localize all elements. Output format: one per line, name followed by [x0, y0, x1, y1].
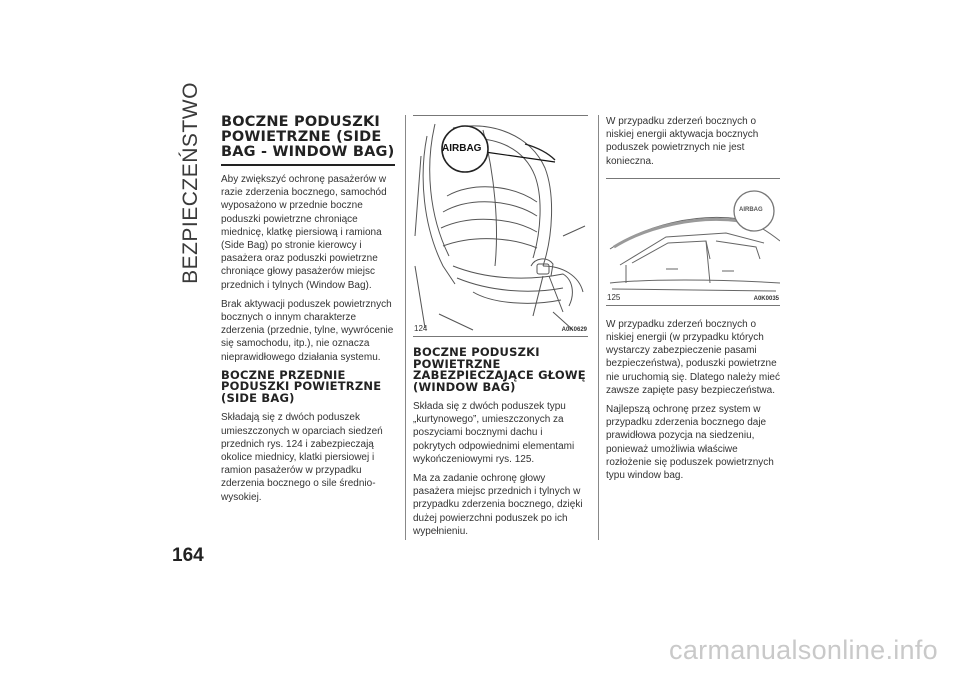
paragraph: W przypadku zderzeń bocznych o niskiej energii aktywacja bocznych poduszek powietrznych nie jest konieczna. — [606, 116, 759, 167]
paragraph: Najlepszą ochronę przez system w przypadku zderzenia bocznego daje prawidłowa pozycja na siedzeniu, ponieważ umożliwia właściwe rozłożenie się poduszek powietrznych typu window bag. — [606, 404, 774, 482]
figure-number: 124 — [414, 324, 428, 333]
page-number: 164 — [172, 545, 204, 566]
airbag-label: AIRBAG — [739, 206, 763, 213]
column-3 — [606, 115, 780, 488]
seat-illustration — [413, 116, 588, 338]
subheading-side-bag: BOCZNE PRZEDNIE PODUSZKI POWIETRZNE (SIDE BAG) — [221, 367, 382, 405]
paragraph: Składają się z dwóch poduszek umieszczonych w oparciach siedzeń przednich rys. 124 i zabezpieczają okolice miednicy, klatki piersiowej i ramion pasażerów w przypadku zderzenia bocznego o sile średnio-wysokiej. — [221, 412, 383, 503]
paragraph: Składa się z dwóch poduszek typu „kurtynowego”, umieszczonych za poszyciami bocznymi dachu i pokrytych odpowiednimi elementami wykończeniowymi rys. 125. — [413, 401, 575, 465]
car-side-illustration — [606, 179, 780, 307]
watermark: carmanualsonline.info — [669, 635, 938, 665]
main-heading: BOCZNE PODUSZKI POWIETRZNE (SIDE BAG - WINDOW BAG) — [221, 115, 395, 166]
figure-code: A0K0035 — [753, 295, 779, 302]
figure-number: 125 — [607, 292, 621, 302]
column-2 — [413, 115, 588, 544]
section-tab-label: BEZPIECZEŃSTWO — [179, 81, 203, 284]
figure-125-window-bag — [606, 178, 780, 306]
section-tab — [172, 81, 210, 284]
paragraph: Aby zwiększyć ochronę pasażerów w razie zderzenia bocznego, samochód wyposażono w przednie boczne poduszki powietrzne chroniące miednicę, klatkę piersiową i ramiona (Side Bag) po stronie kierowcy i pasażera oraz poduszki powietrzne chroniące głowy pasażerów miejsc przednich i tylnych (Window Bag). — [221, 174, 387, 291]
column-1 — [221, 115, 395, 510]
column-divider — [598, 115, 599, 540]
figure-code: A0K0629 — [561, 327, 587, 333]
paragraph: W przypadku zderzeń bocznych o niskiej energii (w przypadku których wystarczy zabezpieczenie pasami bezpieczeństwa), poduszki powietrzne nie uruchomią się. Dlatego należy mieć zawsze zapięte pasy bezpieczeństwa. — [606, 318, 780, 396]
figure-124-seat-airbag — [413, 115, 588, 337]
airbag-label: AIRBAG — [442, 143, 482, 154]
paragraph: Brak aktywacji poduszek powietrznych bocznych o innym charakterze zderzenia (przednie, tylne, wywrócenie się samochodu, itp.), nie oznacza nieprawidłowego działania systemu. — [221, 298, 394, 363]
paragraph: Ma za zadanie ochronę głowy pasażera miejsc przednich i tylnych w przypadku zderzenia bocznego, dzięki dużej powierzchni poduszek po ich wypełnieniu. — [413, 473, 583, 537]
column-divider — [405, 115, 406, 540]
subheading-window-bag: BOCZNE PODUSZKI POWIETRZNE ZABEZPIECZAJĄCE GŁOWĘ (WINDOW BAG) — [413, 345, 586, 394]
